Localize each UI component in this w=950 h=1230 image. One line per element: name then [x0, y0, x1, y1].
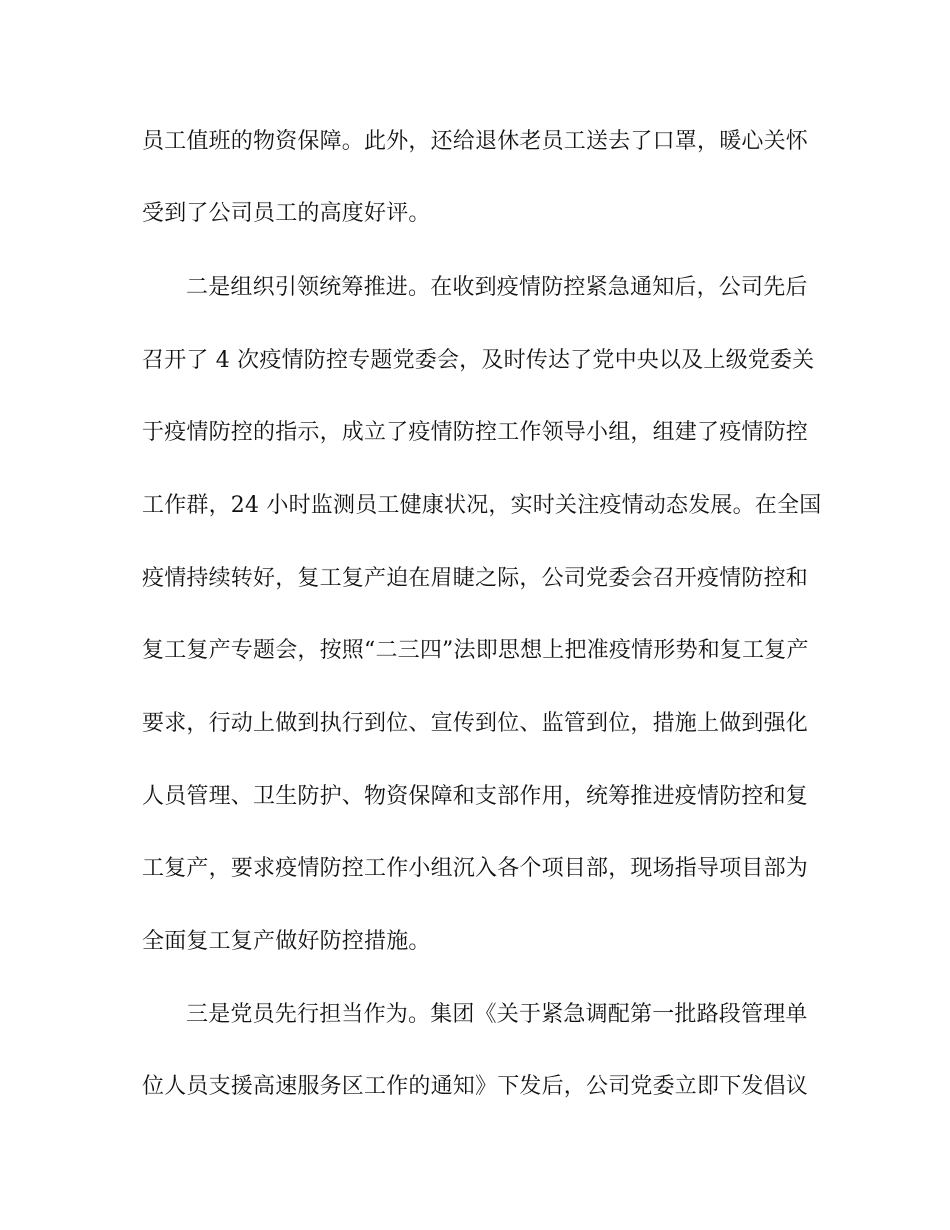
paragraph-line: 员工值班的物资保障。此外，还给退休老员工送去了口罩，暖心关怀	[142, 129, 809, 154]
paragraph-line: 全面复工复产做好防控措施。	[142, 929, 431, 954]
paragraph-line: 工作群，24 小时监测员工健康状况，实时关注疫情动态发展。在全国	[142, 493, 822, 518]
paragraph-line: 人员管理、卫生防护、物资保障和支部作用，统筹推进疫情防控和复	[142, 784, 809, 809]
paragraph-line: 工复产，要求疫情防控工作小组沉入各个项目部，现场指导项目部为	[142, 856, 809, 881]
paragraph-line: 复工复产专题会，按照“二三四”法即思想上把准疫情形势和复工复产	[142, 638, 809, 663]
paragraph-line: 于疫情防控的指示，成立了疫情防控工作领导小组，组建了疫情防控	[142, 420, 809, 445]
paragraph-line: 位人员支援高速服务区工作的通知》下发后，公司党委立即下发倡议	[142, 1074, 809, 1099]
paragraph-line: 要求，行动上做到执行到位、宣传到位、监管到位，措施上做到强化	[142, 711, 809, 736]
paragraph-line: 三是党员先行担当作为。集团《关于紧急调配第一批路段管理单	[186, 1002, 808, 1027]
paragraph-line: 召开了 4 次疫情防控专题党委会，及时传达了党中央以及上级党委关	[142, 348, 815, 373]
paragraph-line: 二是组织引领统筹推进。在收到疫情防控紧急通知后，公司先后	[186, 275, 808, 300]
paragraph-line: 受到了公司员工的高度好评。	[142, 201, 431, 226]
paragraph-line: 疫情持续转好，复工复产迫在眉睫之际，公司党委会召开疫情防控和	[142, 566, 809, 591]
